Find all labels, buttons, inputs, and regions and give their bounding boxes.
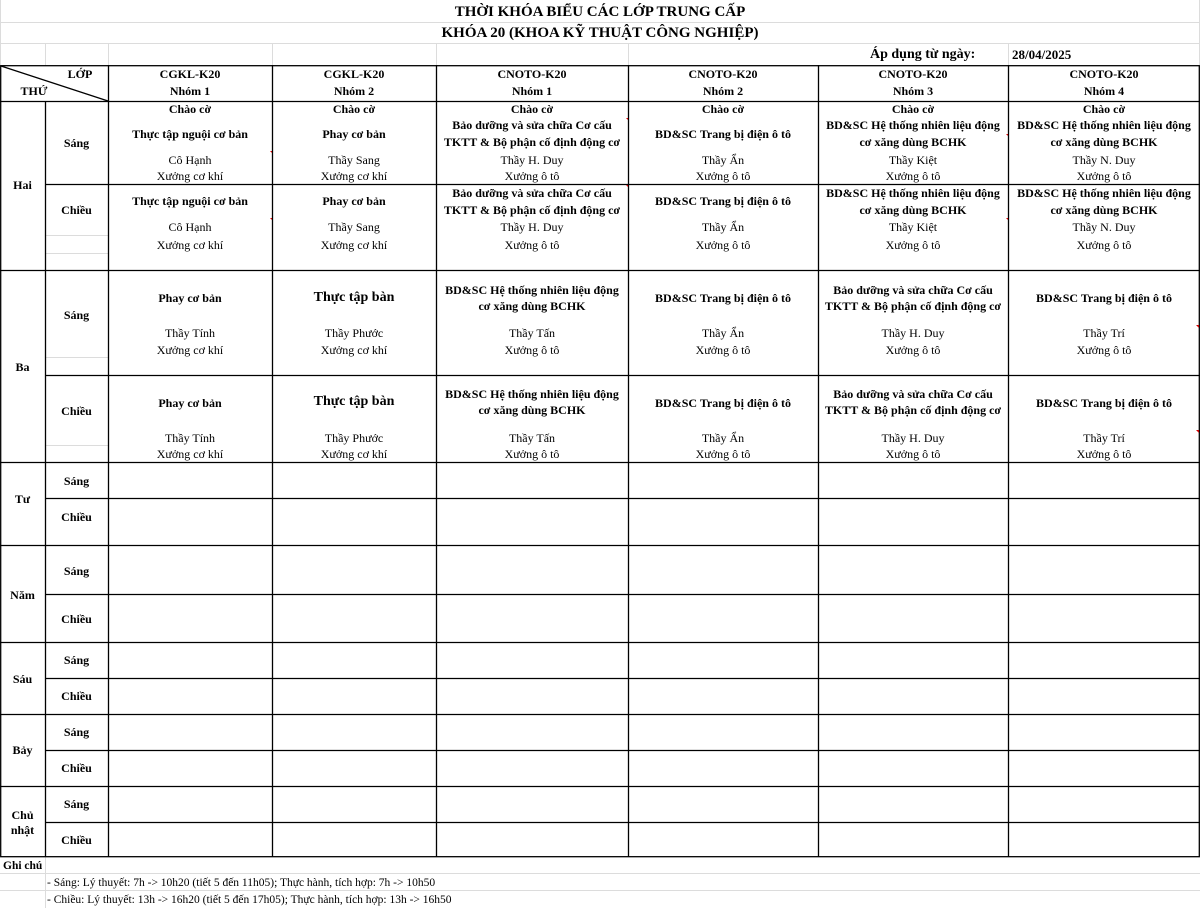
class-header-group: Nhóm 1 [511, 84, 553, 98]
teacher-name: Thầy Ẩn [701, 326, 745, 340]
room-name: Xưởng ô tô [695, 343, 751, 357]
session-afternoon: Chiều [61, 612, 92, 626]
session-morning: Sáng [63, 797, 90, 811]
room-name: Xưởng ô tô [504, 447, 560, 461]
day-label: Tư [14, 492, 31, 506]
subject-name: cơ xăng dùng BCHK [859, 203, 967, 217]
subject-name: BD&SC Trang bị điện ô tô [655, 291, 791, 305]
flag-ceremony: Chào cờ [510, 102, 554, 116]
session-morning: Sáng [63, 474, 90, 488]
teacher-name: Thầy Sang [328, 153, 380, 167]
room-name: Xưởng ô tô [1076, 447, 1132, 461]
subject-name: Bảo dưỡng và sửa chữa Cơ cấu [833, 283, 993, 297]
subject-name: BD&SC Trang bị điện ô tô [1036, 291, 1172, 305]
day-label: Ba [15, 360, 30, 374]
class-header-code: CGKL-K20 [159, 67, 221, 81]
teacher-name: Thầy H. Duy [500, 220, 564, 234]
day-label: Hai [13, 178, 32, 192]
room-name: Xưởng ô tô [885, 238, 941, 252]
subject-name: BD&SC Hệ thống nhiên liệu động [445, 283, 619, 297]
subject-name: Bảo dưỡng và sửa chữa Cơ cấu [452, 118, 612, 132]
subject-name: Thực tập bàn [313, 394, 395, 409]
session-morning: Sáng [63, 308, 90, 322]
subject-name: Thực tập nguội cơ bản [132, 127, 248, 141]
teacher-name: Thầy Ẩn [701, 220, 745, 234]
subject-name: cơ xăng dùng BCHK [478, 403, 586, 417]
session-afternoon: Chiều [61, 689, 92, 703]
notes-label: Ghi chú [3, 860, 43, 872]
room-name: Xưởng ô tô [885, 447, 941, 461]
room-name: Xưởng ô tô [695, 238, 751, 252]
day-label: Chủ nhật [10, 808, 35, 837]
apply-date: 28/04/2025 [1012, 47, 1072, 62]
teacher-name: Thầy Sang [328, 220, 380, 234]
subject-name: Phay cơ bản [158, 396, 222, 410]
subject-name: Phay cơ bản [322, 127, 386, 141]
subject-name: cơ xăng dùng BCHK [1050, 135, 1158, 149]
subject-name: TKTT & Bộ phận cố định động cơ [824, 403, 1002, 417]
day-label: Sáu [12, 672, 33, 686]
flag-ceremony: Chào cờ [168, 102, 212, 116]
subject-name: TKTT & Bộ phận cố định động cơ [443, 135, 621, 149]
subject-name: TKTT & Bộ phận cố định động cơ [824, 299, 1002, 313]
room-name: Xưởng ô tô [1076, 343, 1132, 357]
session-afternoon: Chiều [61, 510, 92, 524]
teacher-name: Thầy H. Duy [881, 326, 945, 340]
room-name: Xưởng cơ khí [156, 238, 224, 252]
notes-morning: - Sáng: Lý thuyết: 7h -> 10h20 (tiết 5 đến 11h05); Thực hành, tích hợp: 7h -> 10h50 [47, 877, 436, 889]
subject-name: BD&SC Trang bị điện ô tô [1036, 396, 1172, 410]
room-name: Xưởng ô tô [695, 169, 751, 183]
teacher-name: Thầy H. Duy [881, 431, 945, 445]
teacher-name: Thầy Tấn [508, 326, 556, 340]
session-afternoon: Chiều [61, 203, 92, 217]
page-title: THỜI KHÓA BIỂU CÁC LỚP TRUNG CẤP [454, 4, 746, 20]
session-afternoon: Chiều [61, 404, 92, 418]
session-morning: Sáng [63, 653, 90, 667]
session-morning: Sáng [63, 564, 90, 578]
teacher-name: Thầy Trí [1083, 431, 1125, 445]
room-name: Xưởng cơ khí [156, 169, 224, 183]
teacher-name: Thầy Phước [324, 326, 384, 340]
room-name: Xưởng ô tô [504, 343, 560, 357]
flag-ceremony: Chào cờ [332, 102, 376, 116]
day-label: Năm [10, 588, 35, 602]
page-subtitle: KHÓA 20 (KHOA KỸ THUẬT CÔNG NGHIỆP) [441, 25, 759, 41]
room-name: Xưởng ô tô [885, 343, 941, 357]
class-header-group: Nhóm 2 [333, 84, 375, 98]
subject-name: Thực tập nguội cơ bản [132, 194, 248, 208]
room-name: Xưởng cơ khí [156, 343, 224, 357]
subject-name: BD&SC Hệ thống nhiên liệu động [1017, 118, 1191, 132]
day-label: Bảy [12, 743, 33, 757]
room-name: Xưởng ô tô [1076, 169, 1132, 183]
session-morning: Sáng [63, 136, 90, 150]
class-header-code: CGKL-K20 [323, 67, 385, 81]
corner-thu: THỨ [20, 84, 48, 98]
class-header-code: CNOTO-K20 [497, 67, 567, 81]
class-header-group: Nhóm 4 [1083, 84, 1125, 98]
teacher-name: Thầy Tấn [508, 431, 556, 445]
subject-name: BD&SC Hệ thống nhiên liệu động [826, 186, 1000, 200]
class-header-code: CNOTO-K20 [878, 67, 948, 81]
teacher-name: Thầy Phước [324, 431, 384, 445]
subject-name: Phay cơ bản [322, 194, 386, 208]
room-name: Xưởng ô tô [504, 238, 560, 252]
subject-name: BD&SC Trang bị điện ô tô [655, 127, 791, 141]
subject-name: BD&SC Hệ thống nhiên liệu động [445, 387, 619, 401]
subject-name: cơ xăng dùng BCHK [1050, 203, 1158, 217]
class-header-group: Nhóm 1 [169, 84, 211, 98]
subject-name: Bảo dưỡng và sửa chữa Cơ cấu [452, 186, 612, 200]
room-name: Xưởng ô tô [504, 169, 560, 183]
room-name: Xưởng cơ khí [320, 343, 388, 357]
notes-afternoon: - Chiều: Lý thuyết: 13h -> 16h20 (tiết 5 đến 17h05); Thực hành, tích hợp: 13h -> 16h50 [47, 894, 452, 906]
session-morning: Sáng [63, 725, 90, 739]
subject-name: Phay cơ bản [158, 291, 222, 305]
teacher-name: Thầy Tính [164, 431, 216, 445]
room-name: Xưởng cơ khí [320, 238, 388, 252]
class-header-code: CNOTO-K20 [1069, 67, 1139, 81]
teacher-name: Thầy H. Duy [500, 153, 564, 167]
room-name: Xưởng cơ khí [320, 447, 388, 461]
room-name: Xưởng ô tô [885, 169, 941, 183]
room-name: Xưởng cơ khí [156, 447, 224, 461]
subject-name: BD&SC Trang bị điện ô tô [655, 396, 791, 410]
apply-label: Áp dụng từ ngày: [870, 47, 976, 62]
class-header-code: CNOTO-K20 [688, 67, 758, 81]
corner-lop: LỚP [67, 67, 93, 81]
session-afternoon: Chiều [61, 833, 92, 847]
teacher-name: Thầy Ẩn [701, 431, 745, 445]
teacher-name: Cô Hạnh [168, 220, 212, 234]
subject-name: Bảo dưỡng và sửa chữa Cơ cấu [833, 387, 993, 401]
subject-name: BD&SC Hệ thống nhiên liệu động [1017, 186, 1191, 200]
room-name: Xưởng ô tô [1076, 238, 1132, 252]
teacher-name: Thầy N. Duy [1072, 153, 1136, 167]
teacher-name: Cô Hạnh [168, 153, 212, 167]
flag-ceremony: Chào cờ [701, 102, 745, 116]
teacher-name: Thầy Trí [1083, 326, 1125, 340]
teacher-name: Thầy Kiệt [888, 153, 938, 167]
teacher-name: Thầy Tính [164, 326, 216, 340]
subject-name: cơ xăng dùng BCHK [859, 135, 967, 149]
subject-name: TKTT & Bộ phận cố định động cơ [443, 203, 621, 217]
flag-ceremony: Chào cờ [891, 102, 935, 116]
room-name: Xưởng ô tô [695, 447, 751, 461]
subject-name: cơ xăng dùng BCHK [478, 299, 586, 313]
teacher-name: Thầy Ẩn [701, 153, 745, 167]
session-afternoon: Chiều [61, 761, 92, 775]
class-header-group: Nhóm 3 [892, 84, 934, 98]
class-header-group: Nhóm 2 [702, 84, 744, 98]
flag-ceremony: Chào cờ [1082, 102, 1126, 116]
subject-name: BD&SC Hệ thống nhiên liệu động [826, 118, 1000, 132]
subject-name: Thực tập bàn [313, 290, 395, 305]
teacher-name: Thầy Kiệt [888, 220, 938, 234]
teacher-name: Thầy N. Duy [1072, 220, 1136, 234]
subject-name: BD&SC Trang bị điện ô tô [655, 194, 791, 208]
room-name: Xưởng cơ khí [320, 169, 388, 183]
